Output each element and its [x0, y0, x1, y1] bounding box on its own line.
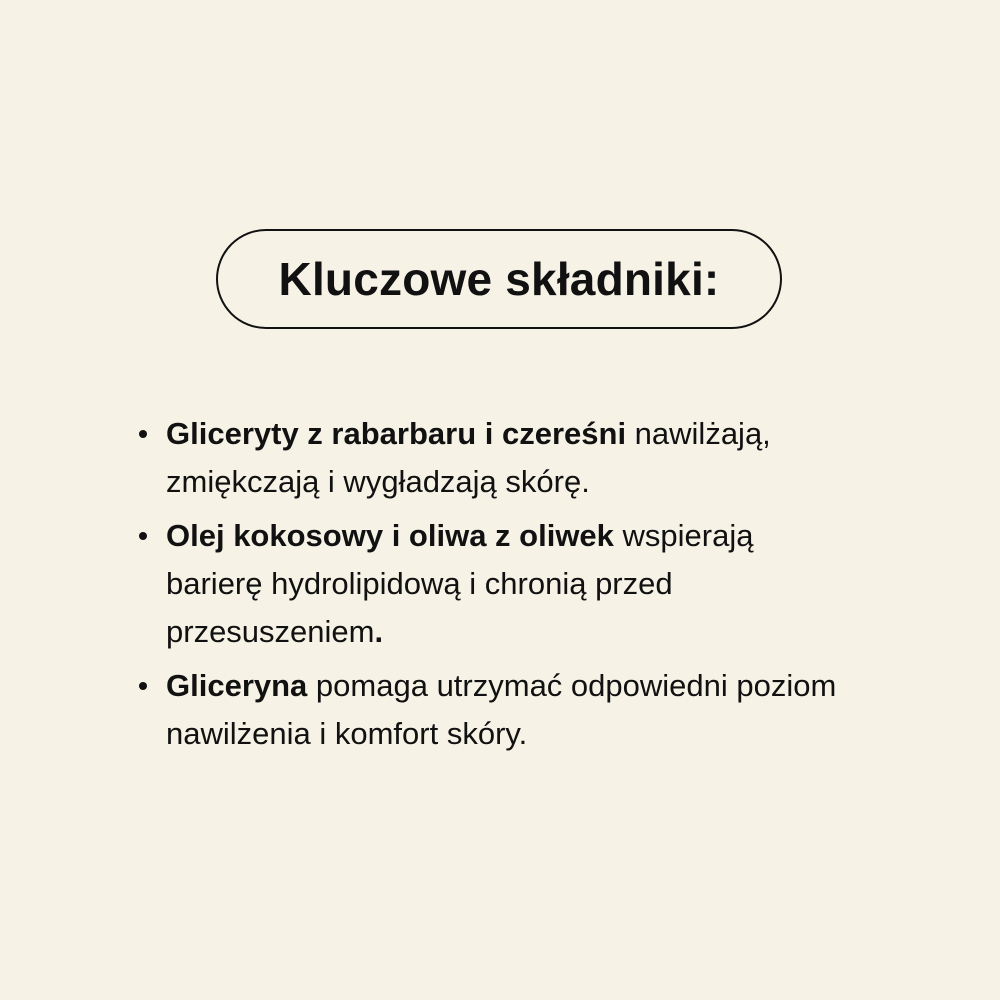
ingredient-name: Gliceryna [166, 668, 308, 703]
list-item [136, 512, 856, 656]
ingredient-name: Gliceryty z rabarbaru i czereśni [166, 416, 627, 451]
bullet-icon [139, 430, 147, 438]
ingredient-name: Olej kokosowy i oliwa z oliwek [166, 518, 614, 553]
bullet-icon [139, 532, 147, 540]
list-item [136, 662, 856, 758]
title-pill [216, 229, 782, 329]
ingredient-description: nawilżają, zmiękczają i wygładzają skórę. [166, 416, 771, 499]
ingredients-list [136, 410, 856, 764]
ingredient-description: pomaga utrzymać odpowiedni poziom nawilżenia i komfort skóry. [166, 668, 837, 751]
ingredient-trailing-punctuation: . [374, 614, 384, 649]
bullet-icon [139, 682, 147, 690]
list-item [136, 410, 856, 506]
page-title: Kluczowe składniki: [278, 253, 720, 305]
ingredient-description: wspierają barierę hydrolipidową i chronią przed przesuszeniem [166, 518, 754, 649]
